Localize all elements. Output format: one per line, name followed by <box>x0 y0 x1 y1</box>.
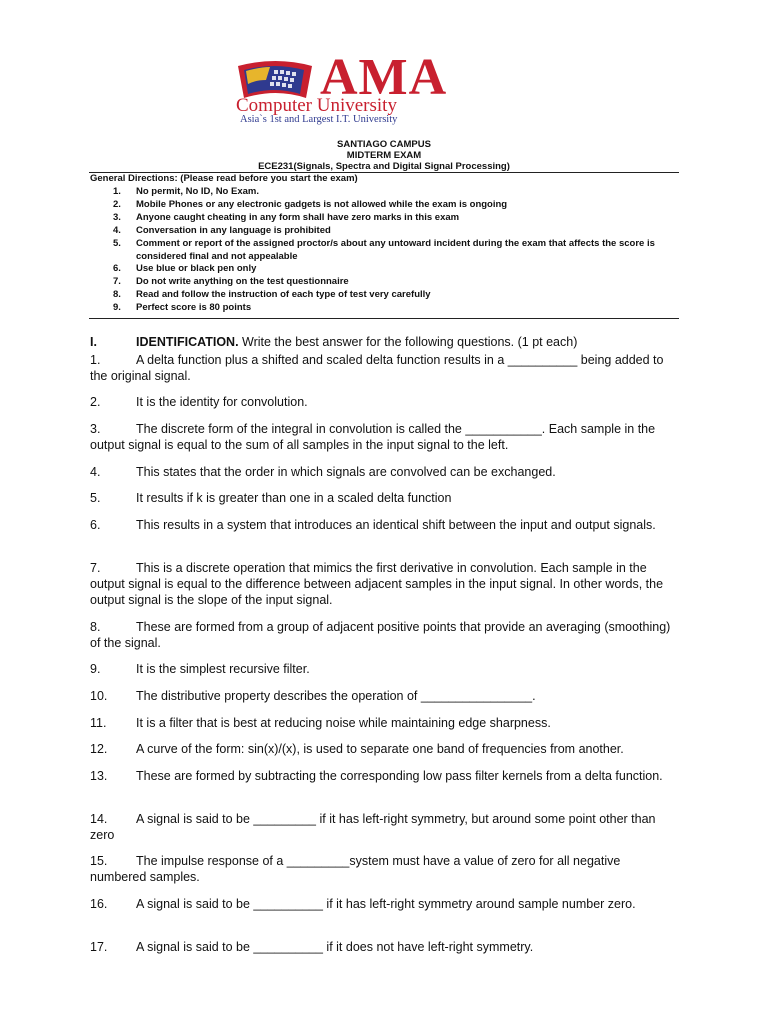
direction-item <box>90 199 680 212</box>
question-item <box>90 560 678 608</box>
question-number: 11. <box>90 716 107 730</box>
direction-number: 4. <box>113 224 121 236</box>
direction-text: Read and follow the instruction of each type of test very carefully <box>136 289 431 301</box>
logo-university-name: Computer University <box>236 95 397 116</box>
logo-brand: AMA <box>320 49 448 106</box>
direction-item <box>90 186 680 199</box>
direction-text: Comment or report of the assigned proctor/s about any untoward incident during the exam that affects the score is considered final and not appealable <box>136 237 655 262</box>
question-text: A signal is said to be _________ if it has left-right symmetry, but around some point other than zero <box>90 812 656 842</box>
course-title: ECE231(Signals, Spectra and Digital Signal Processing) <box>258 161 510 172</box>
question-text: The discrete form of the integral in convolution is called the ___________. Each sample in the output signal is equal to the sum of all samples in the input signal to the left. <box>90 422 656 452</box>
question-number: 15. <box>90 854 108 868</box>
question-number: 7. <box>90 561 101 575</box>
direction-number: 6. <box>113 263 121 275</box>
section-instruction: Write the best answer for the following questions. (1 pt each) <box>238 335 578 349</box>
direction-item <box>90 302 680 315</box>
question-number: 17. <box>90 940 108 954</box>
question-item <box>90 490 678 506</box>
question-number: 10. <box>90 689 108 703</box>
direction-text: No permit, No ID, No Exam. <box>136 186 259 197</box>
question-number: 1. <box>90 353 101 367</box>
question-item <box>90 715 678 731</box>
question-item <box>90 939 678 955</box>
exam-title: MIDTERM EXAM <box>346 150 422 161</box>
question-text: This states that the order in which signals are convolved can be exchanged. <box>136 465 556 479</box>
question-number: 12. <box>90 742 108 756</box>
question-item <box>90 768 678 784</box>
question-item <box>90 352 678 384</box>
question-text: A signal is said to be __________ if it has left-right symmetry around sample number zero. <box>136 897 636 911</box>
question-text: It is the identity for convolution. <box>136 395 308 409</box>
campus-name: SANTIAGO CAMPUS <box>337 139 431 150</box>
question-number: 13. <box>90 769 108 783</box>
directions-title: General Directions: (Please read before you start the exam) <box>90 173 358 184</box>
direction-item <box>90 263 680 276</box>
question-number: 3. <box>90 422 101 436</box>
direction-text: Use blue or black pen only <box>136 263 257 275</box>
question-number: 14. <box>90 812 108 826</box>
question-text: It results if k is greater than one in a scaled delta function <box>136 491 452 505</box>
direction-item <box>90 276 680 289</box>
direction-item <box>90 212 680 225</box>
direction-text: Conversation in any language is prohibited <box>136 224 331 236</box>
question-item <box>90 896 678 912</box>
direction-number: 9. <box>113 302 121 314</box>
question-item <box>90 811 678 843</box>
question-number: 16. <box>90 897 108 911</box>
question-item <box>90 853 678 885</box>
question-text: The impulse response of a _________system must have a value of zero for all negative numbered samples. <box>90 854 621 884</box>
question-item <box>90 517 678 533</box>
direction-number: 8. <box>113 289 121 301</box>
question-text: It is the simplest recursive filter. <box>136 662 310 676</box>
direction-item <box>90 289 680 302</box>
direction-number: 7. <box>113 276 121 288</box>
direction-number: 2. <box>113 198 121 210</box>
directions-list <box>90 186 680 315</box>
question-text: These are formed from a group of adjacent positive points that provide an averaging (smoothing) of the signal. <box>90 620 671 650</box>
direction-number: 1. <box>113 186 121 197</box>
question-text: This results in a system that introduces an identical shift between the input and output signals. <box>136 518 656 532</box>
direction-text: Mobile Phones or any electronic gadgets is not allowed while the exam is ongoing <box>136 198 508 210</box>
question-item <box>90 619 678 651</box>
question-number: 5. <box>90 491 101 505</box>
direction-item <box>90 238 680 264</box>
question-item <box>90 661 678 677</box>
question-number: 9. <box>90 662 101 676</box>
university-logo <box>236 49 536 125</box>
question-text: This is a discrete operation that mimics the first derivative in convolution. Each sample in the output signal is equal to the difference between adjacent samples in the input signal. In other words, the output signal is the slope of the input signal. <box>90 561 664 607</box>
directions-divider <box>89 318 679 319</box>
question-item <box>90 394 678 410</box>
section-title <box>90 335 690 350</box>
direction-number: 3. <box>113 211 121 223</box>
question-item <box>90 741 678 757</box>
section-heading: IDENTIFICATION. <box>136 335 239 349</box>
question-number: 2. <box>90 395 101 409</box>
section-number: I. <box>90 335 97 349</box>
question-text: These are formed by subtracting the corresponding low pass filter kernels from a delta function. <box>136 769 663 783</box>
direction-item <box>90 225 680 238</box>
question-number: 8. <box>90 620 101 634</box>
question-text: It is a filter that is best at reducing noise while maintaining edge sharpness. <box>136 716 551 730</box>
question-text: A curve of the form: sin(x)/(x), is used to separate one band of frequencies from another. <box>136 742 624 756</box>
direction-text: Do not write anything on the test questionnaire <box>136 276 349 288</box>
question-text: A signal is said to be __________ if it does not have left-right symmetry. <box>136 940 534 954</box>
direction-text: Perfect score is 80 points <box>136 302 252 314</box>
direction-text: Anyone caught cheating in any form shall have zero marks in this exam <box>136 211 460 223</box>
question-item <box>90 688 678 704</box>
question-text: A delta function plus a shifted and scaled delta function results in a __________ being added to the original signal. <box>90 353 664 383</box>
question-item <box>90 464 678 480</box>
question-number: 4. <box>90 465 101 479</box>
logo-tagline: Asia`s 1st and Largest I.T. University <box>240 114 398 125</box>
question-item <box>90 421 678 453</box>
question-text: The distributive property describes the operation of ________________. <box>136 689 536 703</box>
direction-number: 5. <box>113 237 121 249</box>
question-number: 6. <box>90 518 101 532</box>
